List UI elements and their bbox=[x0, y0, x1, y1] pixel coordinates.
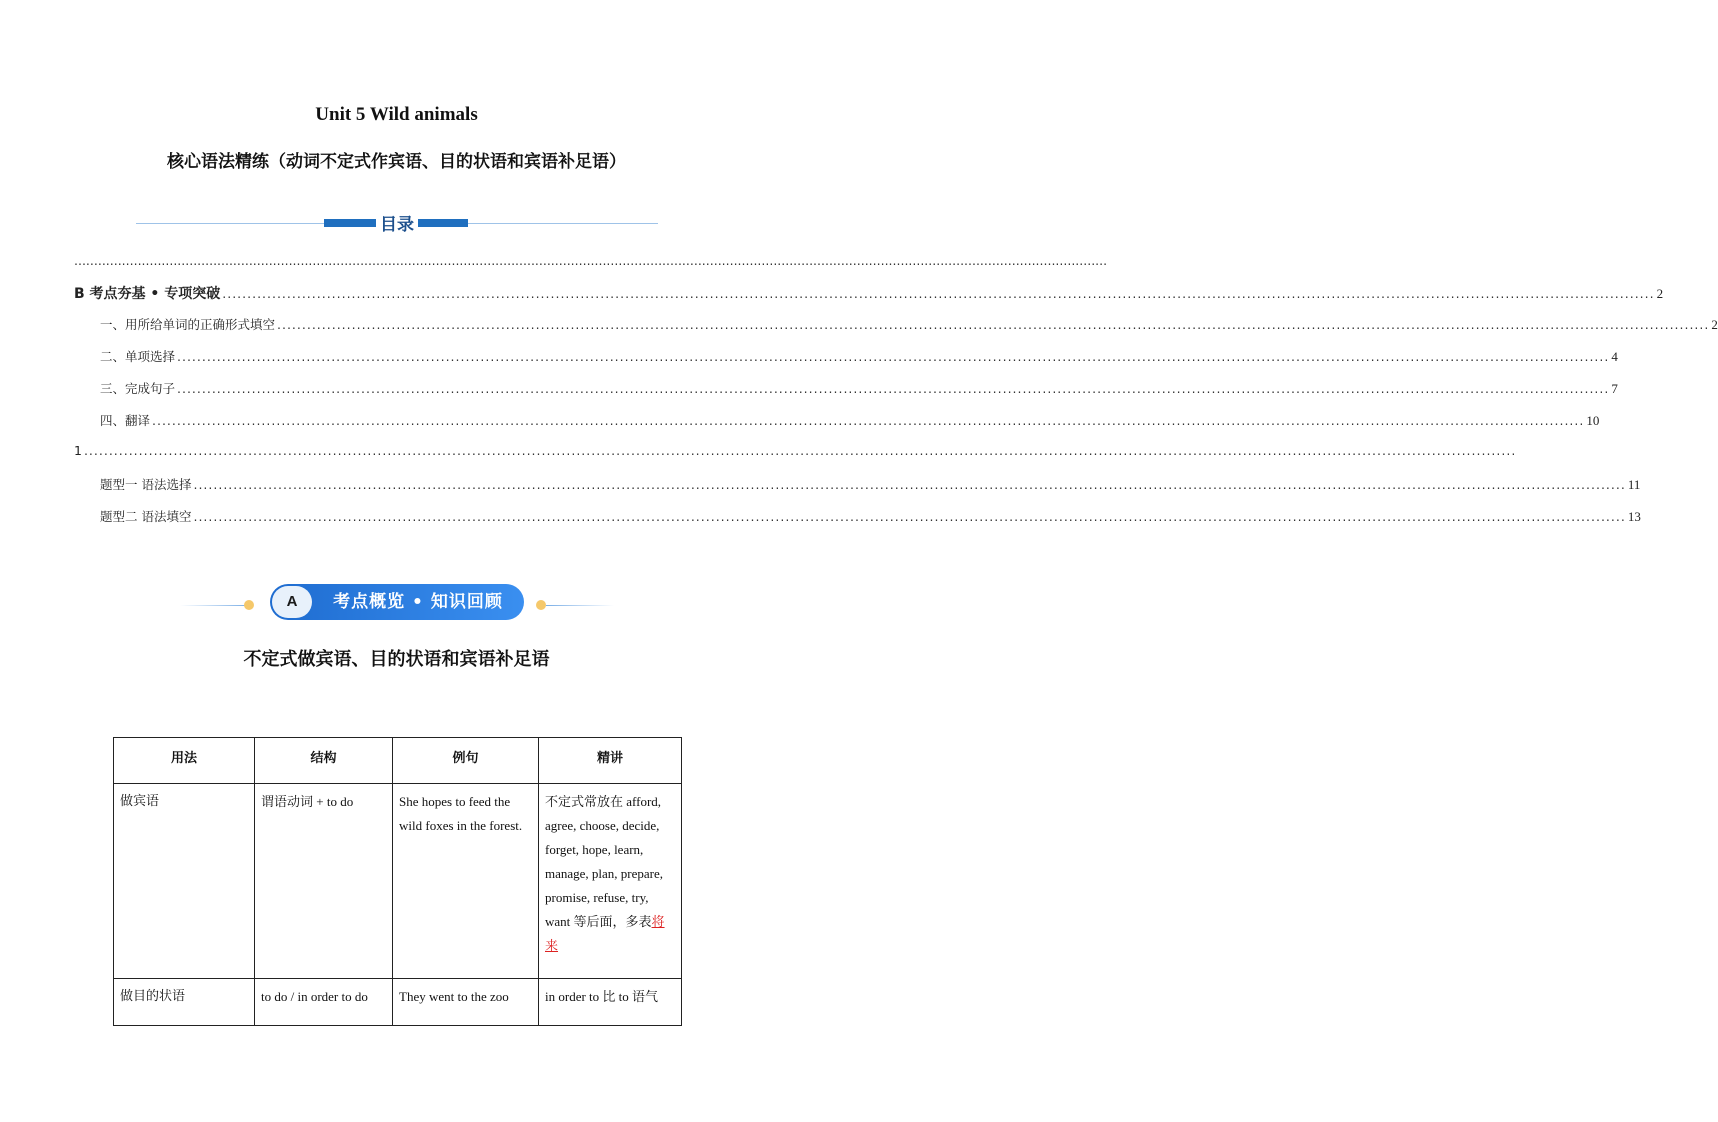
section-line-right bbox=[546, 605, 614, 606]
table-header-note: 精讲 bbox=[539, 738, 682, 784]
toc-entry[interactable] bbox=[100, 475, 1641, 493]
document-title: Unit 5 Wild animals bbox=[315, 104, 478, 125]
toc-leader bbox=[193, 477, 1625, 492]
grammar-heading: 不定式做宾语、目的状语和宾语补足语 bbox=[243, 649, 550, 670]
toc-entry-label: 四、翻译 bbox=[100, 413, 151, 428]
table-cell-usage: 做目的状语 bbox=[114, 979, 255, 1026]
toc-divider-right bbox=[468, 223, 658, 224]
toc-leader bbox=[177, 381, 1609, 396]
toc-entry[interactable] bbox=[100, 379, 1618, 397]
toc-leader bbox=[193, 509, 1625, 524]
toc-entry-label: 二、单项选择 bbox=[100, 349, 176, 364]
toc-entry-label: 题型一 语法选择 bbox=[100, 477, 192, 492]
grammar-table bbox=[113, 737, 682, 1026]
note-text: in order to 比 to 语气 bbox=[545, 989, 659, 1004]
section-line-left bbox=[180, 605, 248, 606]
section-letter-badge: A bbox=[272, 586, 312, 618]
table-row bbox=[114, 979, 682, 1026]
toc-leader bbox=[84, 443, 1516, 458]
toc-entry-page: 13 bbox=[1627, 509, 1641, 524]
toc-entry-page: 10 bbox=[1586, 413, 1600, 428]
toc-entry-label: B 考点夯基 • 专项突破 bbox=[74, 286, 221, 302]
table-row bbox=[114, 784, 682, 979]
note-text: 不定式常放在 afford, agree, choose, decide, forget, hope, learn, manage, plan, prepare, promise, refuse, try, want 等后面，多表 bbox=[545, 794, 664, 929]
toc-entry-label: 1 bbox=[74, 443, 82, 458]
section-dot-right bbox=[536, 600, 546, 610]
table-header-usage: 用法 bbox=[114, 738, 255, 784]
toc-entry-label: 题型二 语法填空 bbox=[100, 509, 192, 524]
toc-leader bbox=[152, 413, 1584, 428]
toc-bar-left bbox=[324, 219, 376, 227]
toc-leader bbox=[222, 286, 1654, 301]
toc-entry[interactable] bbox=[100, 507, 1641, 525]
table-header-structure: 结构 bbox=[255, 738, 393, 784]
toc-entry-stray[interactable] bbox=[74, 443, 722, 458]
table-cell-note bbox=[539, 784, 682, 979]
toc-entry-page: 2 bbox=[1656, 286, 1664, 301]
table-cell-structure: 谓语动词 + to do bbox=[255, 784, 393, 979]
section-title: 考点概览 • 知识回顾 bbox=[333, 592, 503, 612]
toc-dotted-rule: .................................................................................................................................................................................................................................................................... bbox=[74, 253, 1108, 268]
table-header-row bbox=[114, 738, 682, 784]
table-cell-example: They went to the zoo bbox=[393, 979, 539, 1026]
toc-entry-page: 4 bbox=[1611, 349, 1618, 364]
table-cell-structure: to do / in order to do bbox=[255, 979, 393, 1026]
toc-entry-label: 一、用所给单词的正确形式填空 bbox=[100, 317, 276, 332]
toc-entry-page: 2 bbox=[1711, 317, 1718, 332]
toc-entry[interactable] bbox=[74, 283, 1664, 303]
document-subtitle: 核心语法精练（动词不定式作宾语、目的状语和宾语补足语） bbox=[167, 152, 626, 172]
table-cell-usage: 做宾语 bbox=[114, 784, 255, 979]
toc-divider-left bbox=[136, 223, 324, 224]
table-cell-note bbox=[539, 979, 682, 1026]
toc-leader bbox=[177, 349, 1609, 364]
toc-entry-page: 11 bbox=[1627, 477, 1641, 492]
toc-entry-label: 三、完成句子 bbox=[100, 381, 176, 396]
table-header-example: 例句 bbox=[393, 738, 539, 784]
toc-entry[interactable] bbox=[100, 347, 1618, 365]
toc-entry[interactable] bbox=[100, 411, 1600, 429]
toc-leader bbox=[277, 317, 1709, 332]
toc-entry-page: 7 bbox=[1611, 381, 1618, 396]
section-dot-left bbox=[244, 600, 254, 610]
toc-label: 目录 bbox=[380, 215, 414, 235]
toc-bar-right bbox=[418, 219, 468, 227]
note-highlight: 将来 bbox=[545, 914, 665, 953]
toc-entry[interactable] bbox=[100, 315, 1718, 333]
table-cell-example: She hopes to feed the wild foxes in the forest. bbox=[393, 784, 539, 979]
